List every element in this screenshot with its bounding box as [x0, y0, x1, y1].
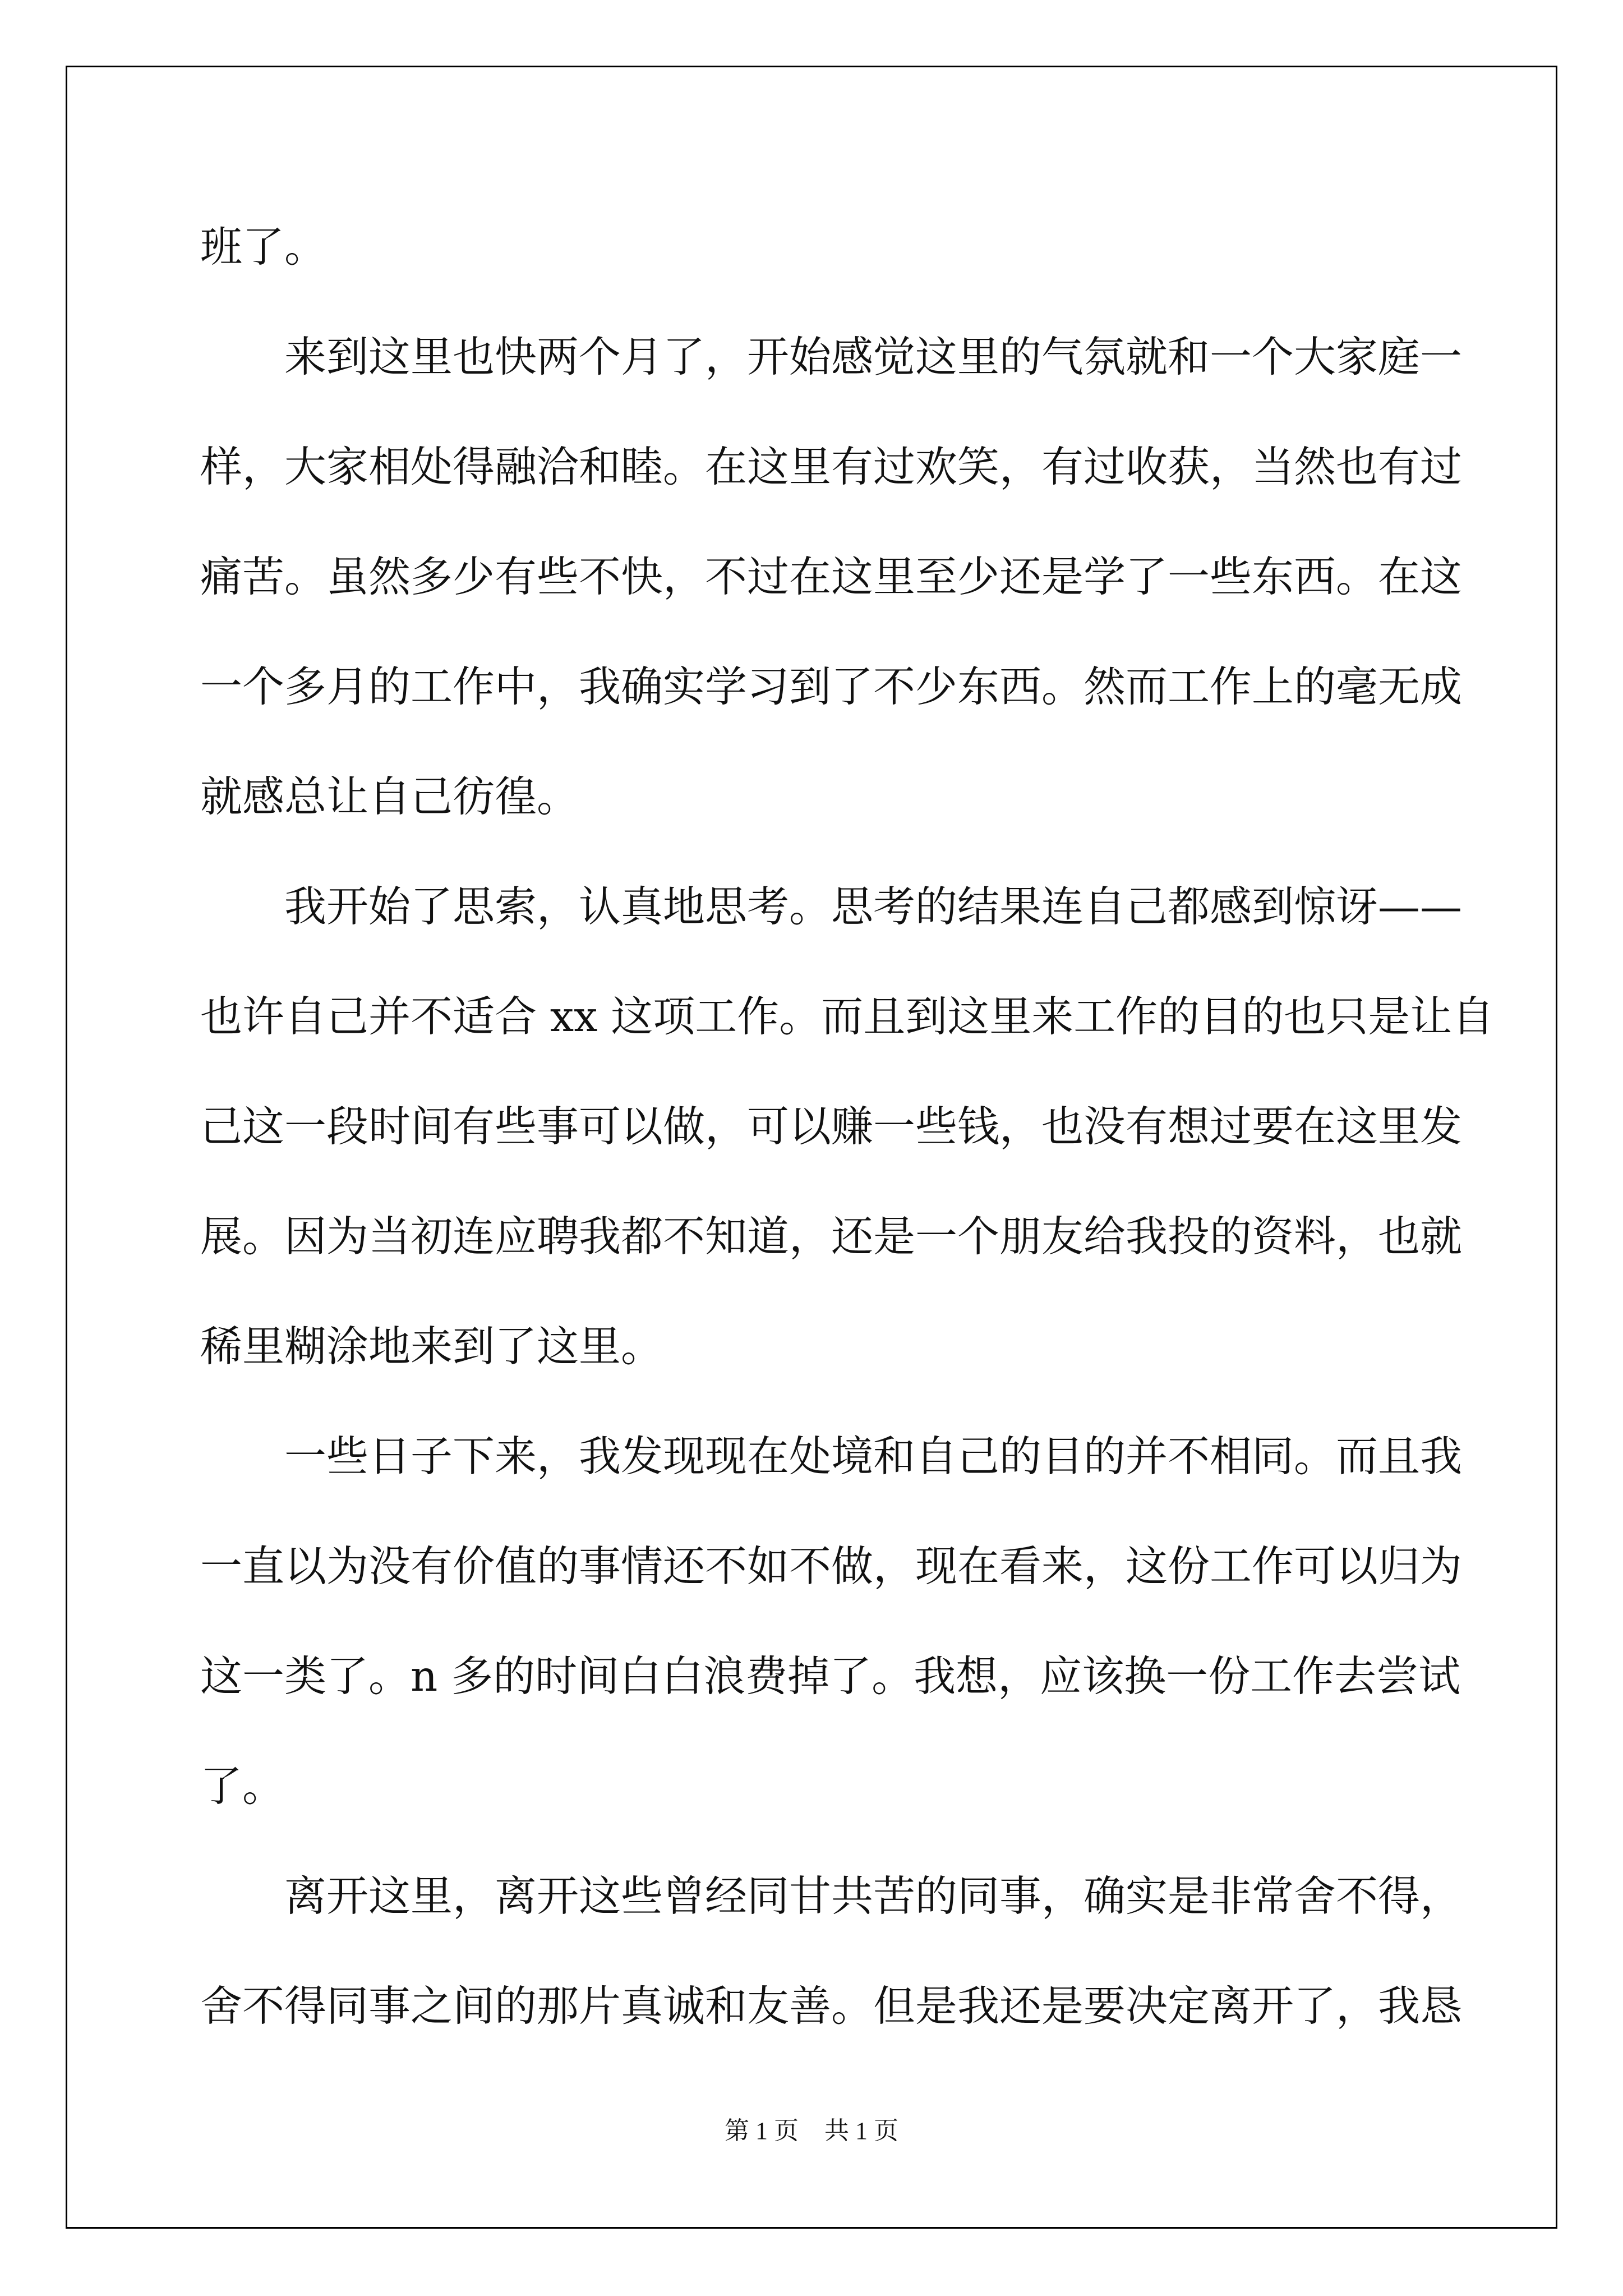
text-line: 样，大家相处得融洽和睦。在这里有过欢笑，有过收获，当然也有过: [200, 442, 1463, 491]
text-line: 己这一段时间有些事可以做，可以赚一些钱，也没有想过要在这里发: [200, 1102, 1463, 1151]
page-footer: [0, 2110, 1623, 2146]
text-line: 一个多月的工作中，我确实学习到了不少东西。然而工作上的毫无成: [200, 662, 1463, 711]
text-line: 一些日子下来，我发现现在处境和自己的目的并不相同。而且我: [284, 1432, 1463, 1481]
text-line: 班了。: [200, 222, 327, 272]
text-line: 来到这里也快两个月了，开始感觉这里的气氛就和一个大家庭一: [284, 332, 1463, 381]
text-line: 我开始了思索，认真地思考。思考的结果连自己都感到惊讶——: [284, 882, 1463, 931]
text-line: 这一类了。n 多的时间白白浪费掉了。我想，应该换一份工作去尝试: [200, 1651, 1461, 1701]
text-line: 稀里糊涂地来到了这里。: [200, 1322, 663, 1371]
text-line: 展。因为当初连应聘我都不知道，还是一个朋友给我投的资料，也就: [200, 1212, 1463, 1261]
text-line: 舍不得同事之间的那片真诚和友善。但是我还是要决定离开了，我恳: [200, 1981, 1463, 2031]
text-line: 也许自己并不适合 xx 这项工作。而且到这里来工作的目的也只是让自: [200, 992, 1495, 1041]
text-line: 离开这里，离开这些曾经同甘共苦的同事，确实是非常舍不得，: [284, 1871, 1463, 1921]
page-total: 共 1 页: [824, 2117, 898, 2145]
document-body: [200, 213, 1495, 2082]
text-line: 一直以为没有价值的事情还不如不做，现在看来，这份工作可以归为: [200, 1542, 1463, 1591]
text-line: 就感总让自己彷徨。: [200, 772, 579, 821]
text-line: 了。: [200, 1761, 285, 1811]
page-number: 第 1 页: [725, 2117, 799, 2145]
text-line: 痛苦。虽然多少有些不快，不过在这里至少还是学了一些东西。在这: [200, 552, 1463, 601]
